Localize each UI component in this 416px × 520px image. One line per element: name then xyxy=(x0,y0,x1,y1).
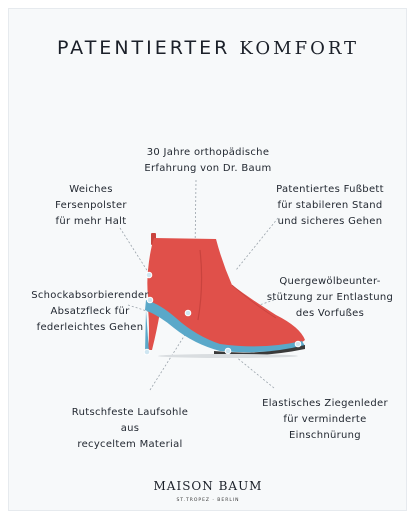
label-footbed: Patentiertes Fußbett für stabileren Stand und sicheres Gehen xyxy=(276,184,384,227)
label-heel-pad: Weiches Fersenpolster für mehr Halt xyxy=(55,184,127,227)
leader-heel-pad xyxy=(120,228,150,275)
label-shock-absorber: Schockabsorbierender Absatzfleck für federleichtes Gehen xyxy=(31,290,149,333)
marker-leather xyxy=(225,348,231,354)
marker-heel-pad xyxy=(146,272,152,278)
brand-logo: MAISON BAUM xyxy=(153,479,263,493)
brand-tagline: ST.TROPEZ · BERLIN xyxy=(176,498,240,503)
marker-arch xyxy=(295,341,301,347)
marker-heel-tip xyxy=(144,349,150,355)
marker-sole xyxy=(185,310,191,316)
label-outsole: Rutschfeste Laufsohle aus recyceltem Material xyxy=(71,407,189,450)
label-arch-support: Quergewölbeunter- stützung zur Entlastung des Vorfußes xyxy=(266,276,394,319)
leader-sole xyxy=(150,330,188,390)
title-part1: PATENTIERTER xyxy=(56,37,231,59)
label-experience: 30 Jahre orthopädische Erfahrung von Dr. Baum xyxy=(144,147,272,174)
title-part2: KOMFORT xyxy=(239,38,360,59)
label-goat-leather: Elastisches Ziegenleder für verminderte Einschnürung xyxy=(262,398,388,441)
